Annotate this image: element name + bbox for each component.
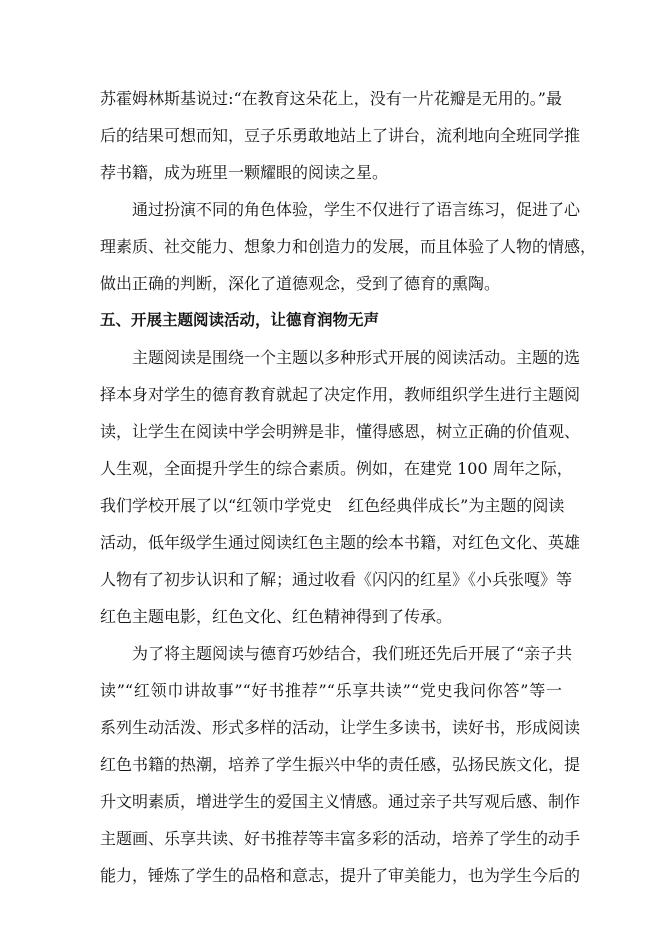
text-line: 荐书籍，成为班里一颗耀眼的阅读之星。: [100, 163, 389, 182]
document-page: [100, 80, 597, 894]
text-line: 理素质、社交能力、想象力和创造力的发展，而且体验了人物的情感，: [100, 237, 597, 256]
text-line: 人物有了初步认识和了解；通过收看《闪闪的红星》《小兵张嘎》等: [100, 570, 573, 589]
text-line: 择本身对学生的德育教育就起了决定作用，教师组织学生进行主题阅: [100, 385, 581, 404]
text-line: 读”“红领巾讲故事”“好书推荐”“乐享共读”“党史我问你答”等一: [100, 681, 562, 700]
text-line: 活动，低年级学生通过阅读红色主题的绘本书籍，对红色文化、英雄: [100, 533, 581, 552]
text-line: 做出正确的判断，深化了道德观念，受到了德育的熏陶。: [100, 274, 501, 293]
paragraph-activities: [100, 635, 581, 894]
paragraph-role-play: [100, 191, 597, 302]
section-heading: 五、开展主题阅读活动，让德育润物无声: [100, 311, 380, 329]
text-line: 人生观，全面提升学生的综合素质。例如，在建党 100 周年之际，: [100, 459, 573, 478]
text-line: 我们学校开展了以“红领巾学党史 红色经典伴成长”为主题的阅读: [100, 496, 565, 515]
paragraph-suhomlinsky: [100, 80, 581, 191]
text-line: 能力，锤炼了学生的品格和意志，提升了审美能力，也为学生今后的: [100, 866, 581, 885]
text-line: 主题阅读是围绕一个主题以多种形式开展的阅读活动。主题的选: [132, 348, 581, 367]
text-line: 红色书籍的热潮，培养了学生振兴中华的责任感，弘扬民族文化，提: [100, 755, 581, 774]
text-line: 为了将主题阅读与德育巧妙结合，我们班还先后开展了“亲子共: [132, 644, 573, 663]
text-line: 红色主题电影，红色文化、红色精神得到了传承。: [100, 607, 453, 626]
text-line: 读，让学生在阅读中学会明辨是非，懂得感恩，树立正确的价值观、: [100, 422, 581, 441]
text-line: 苏霍姆林斯基说过:“在教育这朵花上，没有一片花瓣是无用的。”最: [100, 89, 562, 108]
text-line: 后的结果可想而知，豆子乐勇敢地站上了讲台，流利地向全班同学推: [100, 126, 581, 145]
text-line: 升文明素质，增进学生的爱国主义情感。通过亲子共写观后感、制作: [100, 792, 581, 811]
text-line: 系列生动活泼、形式多样的活动，让学生多读书，读好书，形成阅读: [100, 718, 581, 737]
text-line: 通过扮演不同的角色体验，学生不仅进行了语言练习，促进了心: [132, 200, 581, 219]
text-line: 主题画、乐享共读、好书推荐等丰富多彩的活动，培养了学生的动手: [100, 829, 581, 848]
paragraph-theme-reading: [100, 339, 581, 635]
